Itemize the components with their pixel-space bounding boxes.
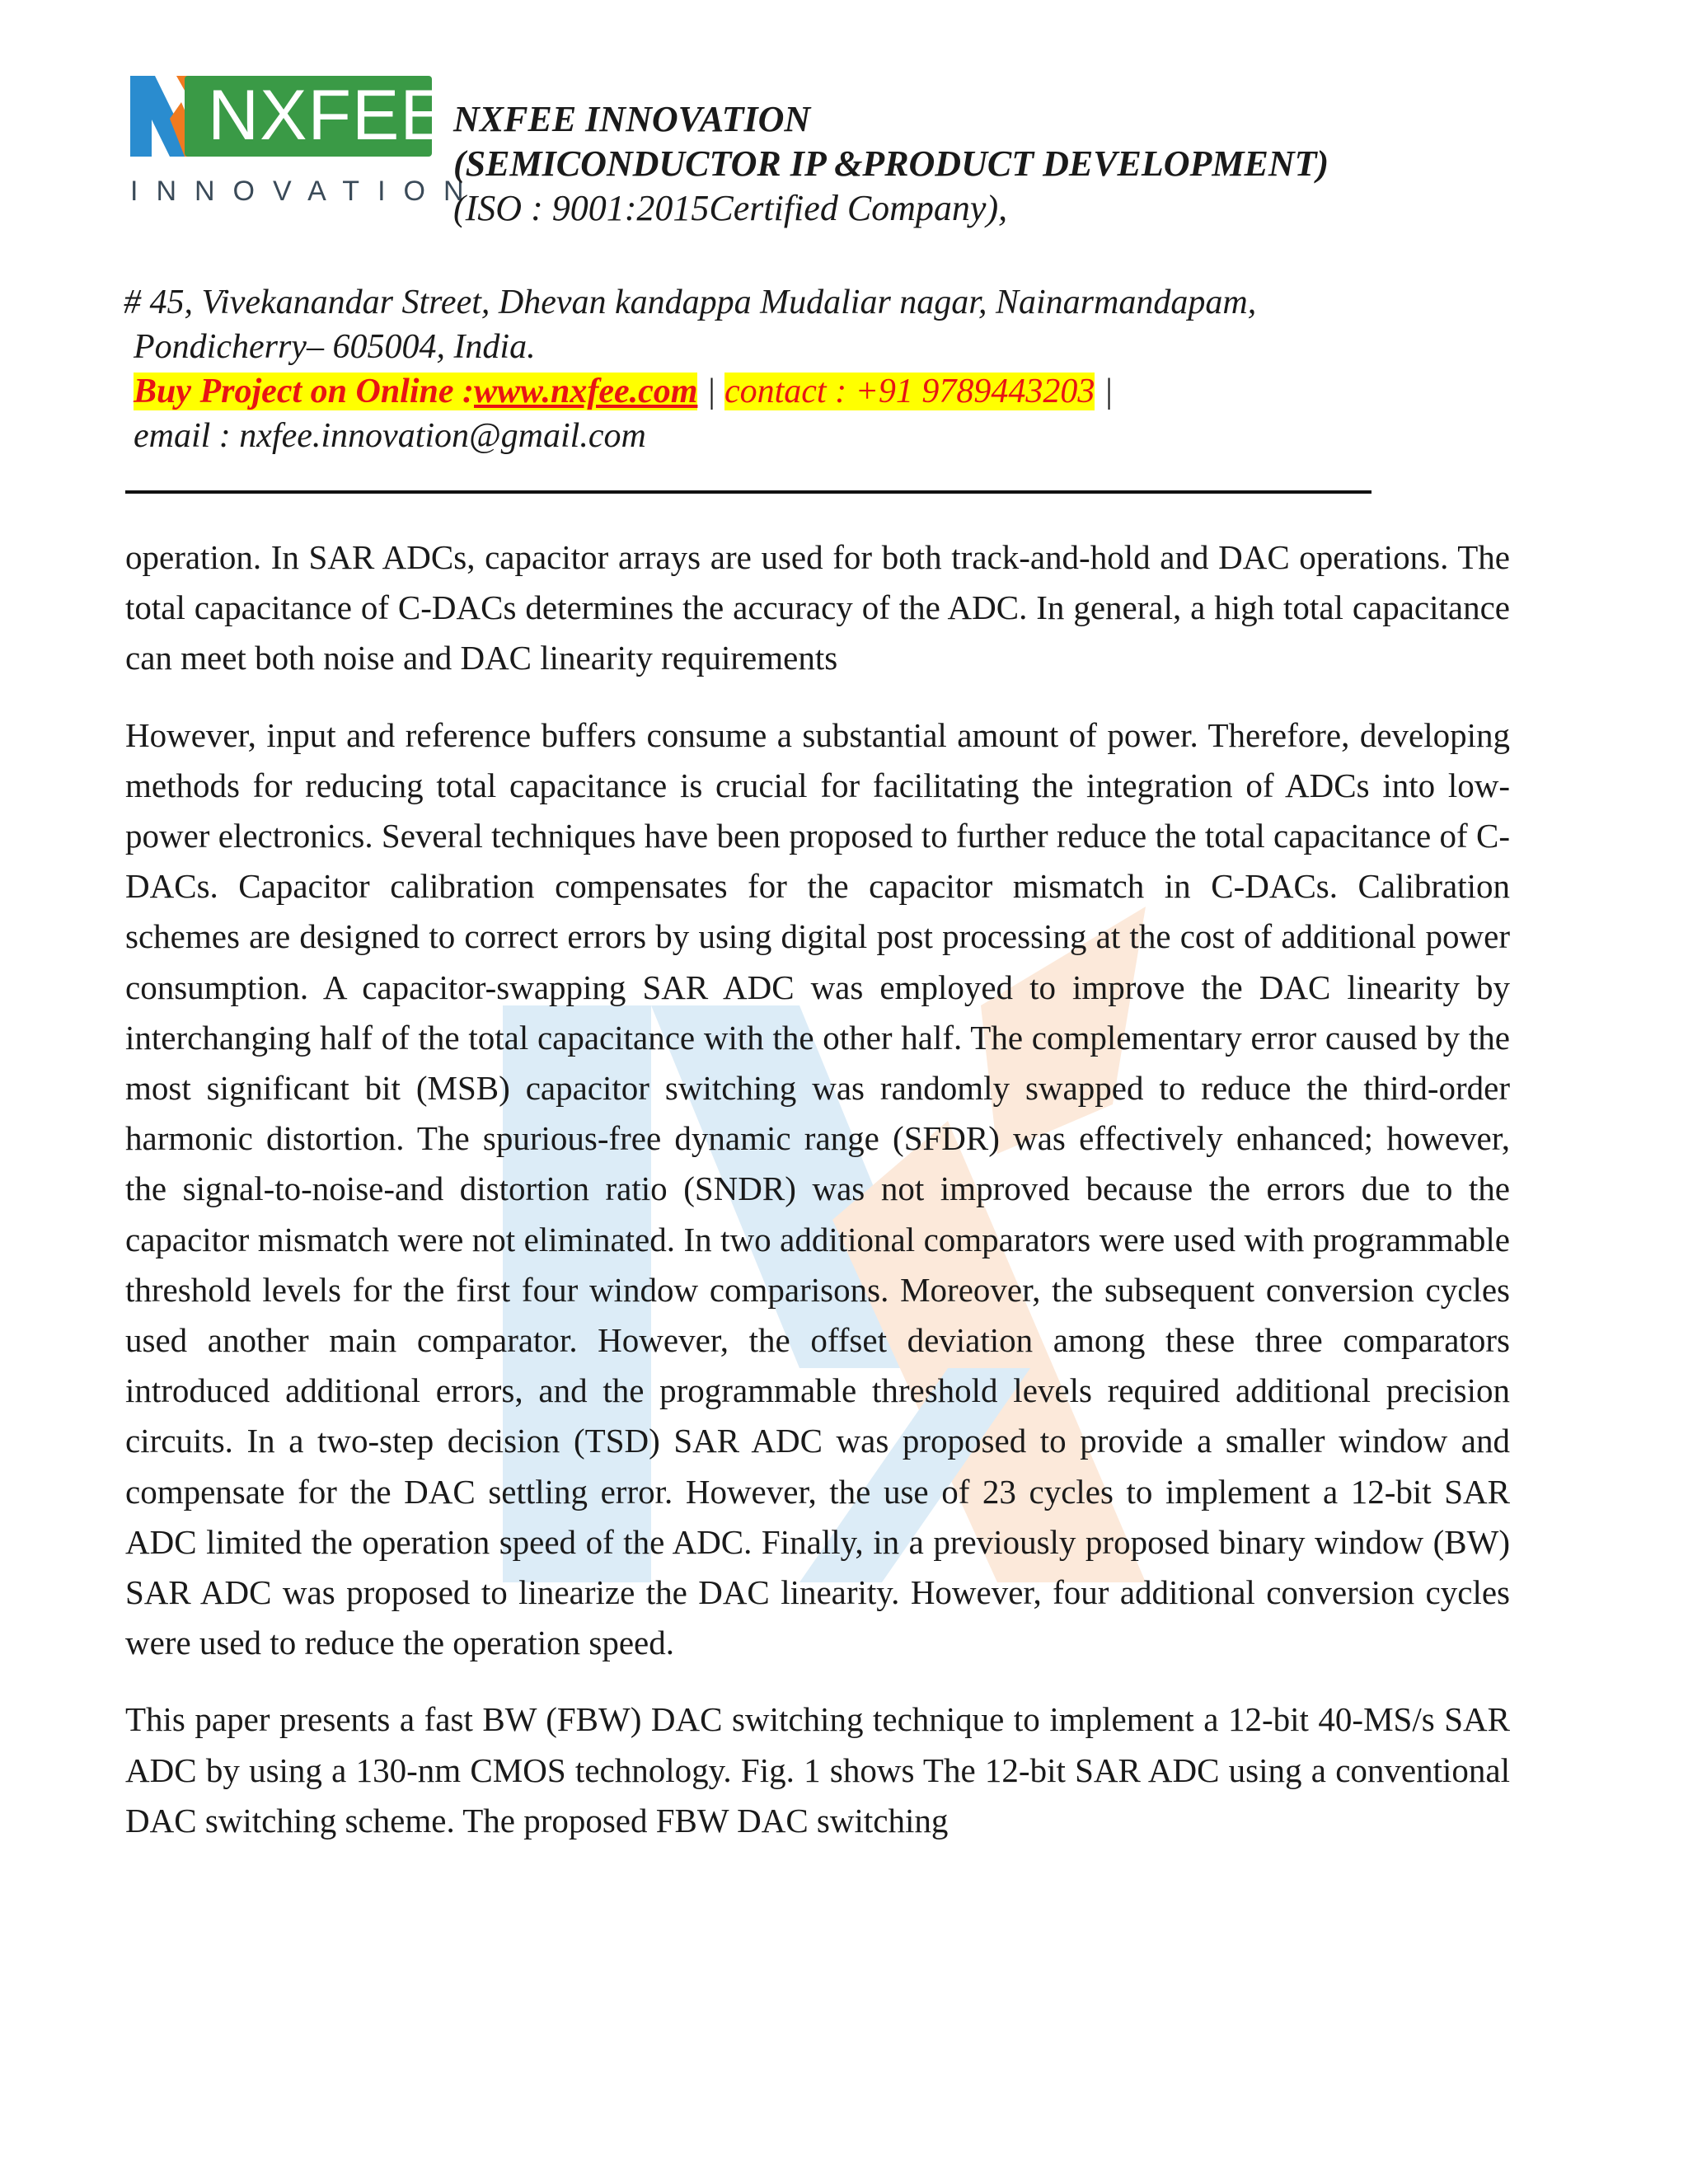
organization-block (453, 97, 1329, 231)
body-paragraph: However, input and reference buffers consume a substantial amount of power. Therefore, developing methods for reducing total capacitance is crucial for facilitating the integration of ADCs into low-power electronics. Several techniques have been proposed to further reduce the total capacitance of C-DACs. Capacitor calibration compensates for the capacitor mismatch in C-DACs. Calibration schemes are designed to correct errors by using digital post processing at the cost of additional power consumption. A capacitor-swapping SAR ADC was employed to improve the DAC linearity by interchanging half of the total capacitance with the other half. The complementary error caused by the most significant bit (MSB) capacitor switching was randomly swapped to reduce the third-order harmonic distortion. The spurious-free dynamic range (SFDR) was effectively enhanced; however, the signal-to-noise-and distortion ratio (SNDR) was not improved because the errors due to the capacitor mismatch were not eliminated. In two additional comparators were used with programmable threshold levels for the first four window comparisons. Moreover, the subsequent conversion cycles used another main comparator. However, the offset deviation among these three comparators introduced additional errors, and the programmable threshold levels required additional precision circuits. In a two-step decision (TSD) SAR ADC was proposed to provide a smaller window and compensate for the DAC settling error. However, the use of 23 cycles to implement a 12-bit SAR ADC limited the operation speed of the ADC. Finally, in a previously proposed binary window (BW) SAR ADC was proposed to linearize the DAC linearity. However, four additional conversion cycles were used to reduce the operation speed. (125, 715, 1510, 1662)
logo-subtitle: INNOVATION (130, 176, 482, 207)
address-block (124, 280, 1256, 458)
org-division: (SEMICONDUCTOR IP &PRODUCT DEVELOPMENT) (453, 143, 1329, 184)
buy-project-link-group (134, 373, 697, 410)
address-line-1: # 45, Vivekanandar Street, Dhevan kandappa Mudaliar nagar, Nainarmandapam, (124, 284, 1257, 321)
document-body (125, 532, 1510, 1872)
contact-phone: contact : +91 9789443203 (724, 373, 1095, 410)
separator: | (1103, 373, 1114, 410)
body-paragraph: operation. In SAR ADCs, capacitor arrays are used for both track-and-hold and DAC operations. The total capacitance of C-DACs determines the accuracy of the ADC. In general, a high total capacitance can meet both noise and DAC linearity requirements (125, 538, 1510, 677)
website-link[interactable]: www.nxfee.com (474, 373, 698, 410)
contact-line (124, 369, 1256, 414)
buy-label: Buy Project on Online : (134, 373, 475, 410)
org-name: NXFEE INNOVATION (453, 99, 811, 139)
company-logo (130, 69, 482, 218)
address-line-2: Pondicherry– 605004, India. (134, 328, 536, 366)
separator: | (706, 373, 716, 410)
email-line: email : nxfee.innovation@gmail.com (134, 417, 646, 455)
header-divider (125, 490, 1372, 494)
logo-wordmark: NXFEE (208, 76, 448, 155)
org-certification: (ISO : 9001:2015Certified Company), (453, 188, 1008, 228)
body-paragraph: This paper presents a fast BW (FBW) DAC switching technique to implement a 12-bit 40-MS/s SAR ADC by using a 130-nm CMOS technology. Fig. 1 shows The 12-bit SAR ADC using a conventional DAC switching scheme. The proposed FBW DAC switching (125, 1700, 1510, 1840)
